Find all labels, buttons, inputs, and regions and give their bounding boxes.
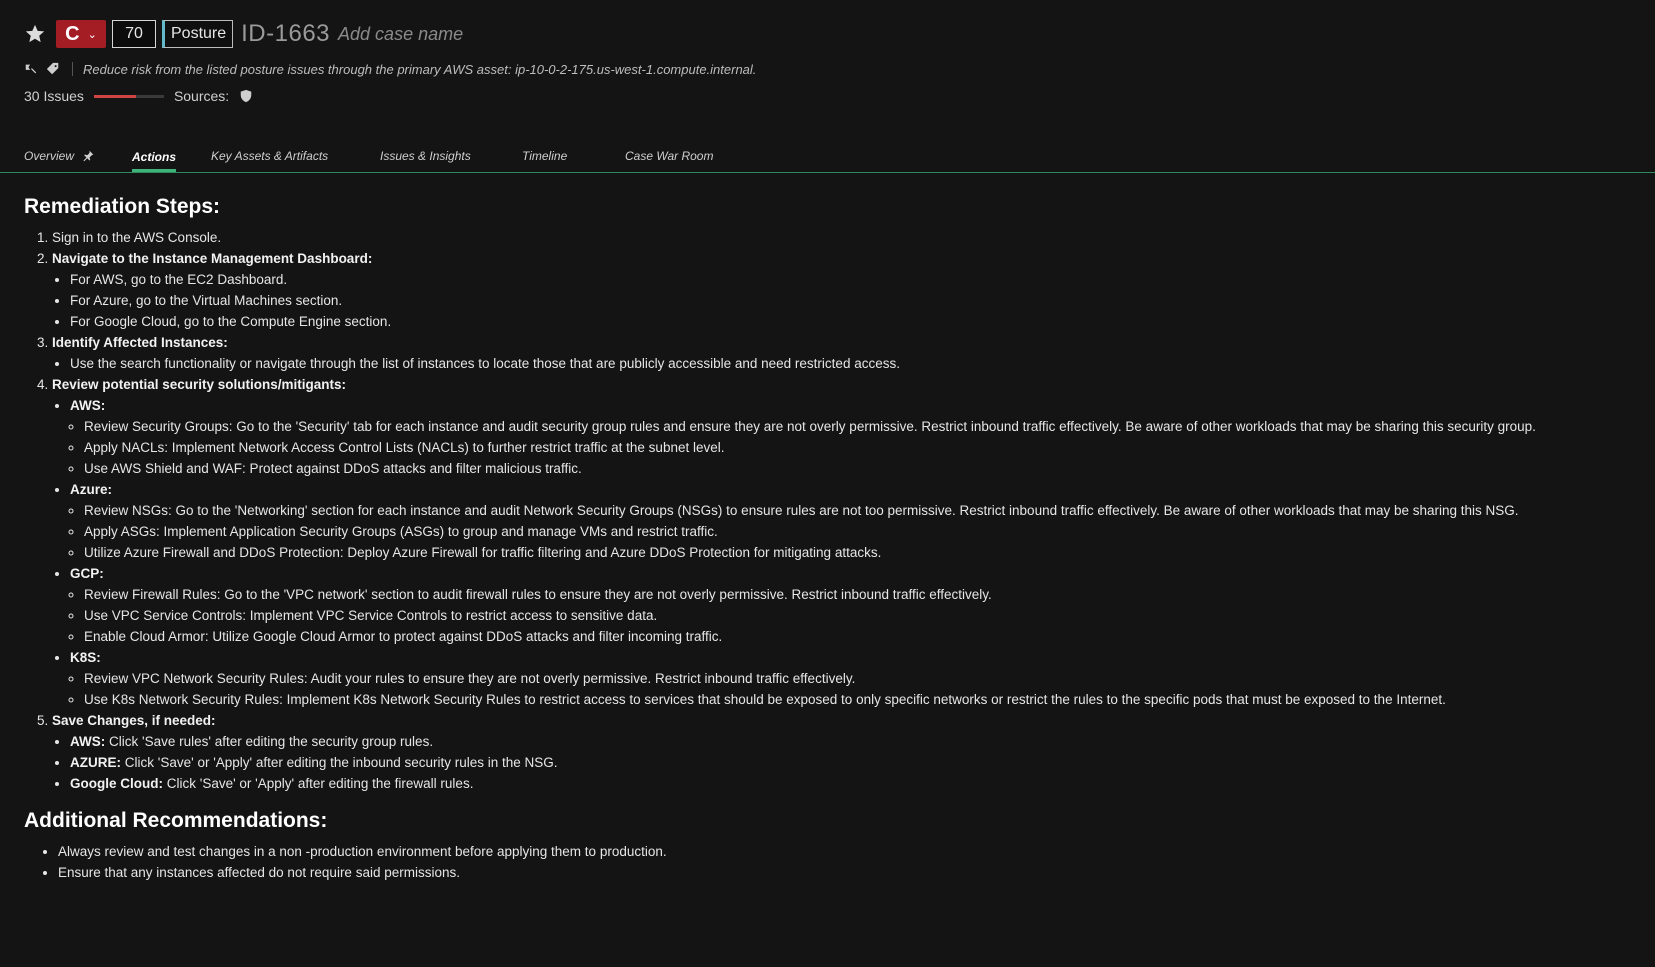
list-item	[70, 563, 1631, 647]
chevron-down-icon: ⌄	[87, 28, 97, 41]
step-title: Save Changes, if needed:	[52, 713, 216, 728]
list-item	[70, 731, 1631, 752]
list-item: ◦ Apply NACLs: Implement Network Access Control Lists (NACLs) to further restrict traffic at the subnet level.	[84, 437, 1631, 458]
step-title: Navigate to the Instance Management Dashboard:	[52, 251, 373, 266]
pin-icon[interactable]	[82, 150, 94, 162]
list-item: ◦ Review Security Groups: Go to the 'Security' tab for each instance and audit security group rules and ensure they are not overly permissive. Restrict inbound traffic effectively. Be aware of other workloads that may be sharing this security group.	[84, 416, 1631, 437]
case-name-input[interactable]: Add case name	[338, 23, 464, 44]
case-id: ID-1663	[241, 20, 331, 47]
list-item: • For Google Cloud, go to the Compute Engine section.	[70, 311, 1631, 332]
assign-icon[interactable]	[24, 62, 38, 76]
step	[52, 710, 1631, 794]
score-badge: 70	[112, 20, 156, 48]
severity-letter: C	[65, 22, 80, 45]
list-item: ◦ Use VPC Service Controls: Implement VPC Service Controls to restrict access to sensitive data.	[84, 605, 1631, 626]
step-title: Identify Affected Instances:	[52, 335, 228, 350]
tab-overview[interactable]	[24, 144, 94, 168]
list-item	[70, 752, 1631, 773]
case-header	[24, 20, 1631, 104]
list-item: ◦ Use K8s Network Security Rules: Implement K8s Network Security Rules to restrict access to services that should be exposed to only specific networks or restrict the rules to the specific pods that must be exposed to the Internet.	[84, 689, 1631, 710]
case-type-badge: Posture	[162, 20, 233, 48]
issues-severity-bar-fill	[94, 95, 136, 98]
pair-label: Google Cloud:	[70, 776, 163, 791]
list-item: • For Azure, go to the Virtual Machines section.	[70, 290, 1631, 311]
tab-case-war-room[interactable]: Case War Room	[625, 149, 714, 163]
remediation-title: Remediation Steps:	[24, 195, 221, 218]
group-title: K8S:	[70, 650, 101, 665]
step	[52, 248, 1631, 332]
additional-list	[24, 841, 1631, 883]
case-description: Reduce risk from the listed posture issues through the primary AWS asset: ip-10-0-2-175.us-west-1.compute.internal.	[83, 61, 757, 77]
step	[52, 332, 1631, 374]
source-shield-icon[interactable]	[239, 89, 253, 103]
tab-issues-insights[interactable]: Issues & Insights	[380, 149, 471, 163]
group-title: Azure:	[70, 482, 113, 497]
remediation-steps	[24, 227, 1631, 794]
tab-actions[interactable]: Actions	[132, 144, 176, 172]
tab-timeline[interactable]: Timeline	[522, 149, 568, 163]
issues-severity-bar	[94, 95, 164, 98]
list-item	[70, 395, 1631, 479]
sources-label: Sources:	[173, 88, 230, 104]
pair-text: Click 'Save rules' after editing the security group rules.	[109, 734, 434, 749]
tag-icon[interactable]	[46, 62, 60, 76]
list-item	[70, 773, 1631, 794]
group-title: GCP:	[70, 566, 104, 581]
step-title: Review potential security solutions/mitigants:	[52, 377, 347, 392]
severity-dropdown[interactable]	[56, 20, 106, 48]
step	[52, 227, 1631, 248]
list-item: ◦ Review VPC Network Security Rules: Audit your rules to ensure they are not overly permissive. Restrict inbound traffic effectively.	[84, 668, 1631, 689]
pair-label: AWS:	[70, 734, 106, 749]
step	[52, 374, 1631, 710]
list-item: ◦ Review Firewall Rules: Go to the 'VPC network' section to audit firewall rules to ensure they are not overly permissive. Restrict inbound traffic effectively.	[84, 584, 1631, 605]
list-item: ◦ Enable Cloud Armor: Utilize Google Cloud Armor to protect against DDoS attacks and filter incoming traffic.	[84, 626, 1631, 647]
list-item: ◦ Utilize Azure Firewall and DDoS Protection: Deploy Azure Firewall for traffic filtering and Azure DDoS Protection for mitigating attacks.	[84, 542, 1631, 563]
list-item	[70, 647, 1631, 710]
list-item: • Ensure that any instances affected do not require said permissions.	[58, 862, 1631, 883]
issues-count[interactable]: 30 Issues	[24, 88, 84, 104]
list-item	[70, 479, 1631, 563]
group-title: AWS:	[70, 398, 106, 413]
case-meta-row	[24, 60, 1631, 78]
case-stats-row	[24, 88, 1631, 104]
pair-label: AZURE:	[70, 755, 121, 770]
pair-text: Click 'Save' or 'Apply' after editing the firewall rules.	[166, 776, 474, 791]
divider	[72, 62, 73, 76]
step-text: Sign in to the AWS Console.	[52, 230, 222, 245]
additional-title: Additional Recommendations:	[24, 809, 328, 832]
list-item: ◦ Use AWS Shield and WAF: Protect against DDoS attacks and filter malicious traffic.	[84, 458, 1631, 479]
list-item: ◦ Review NSGs: Go to the 'Networking' section for each instance and audit Network Security Groups (NSGs) to ensure rules are not too permissive. Restrict inbound traffic effectively. Be aware of other workloads that may be sharing this NSG.	[84, 500, 1631, 521]
actions-content	[24, 196, 1631, 883]
case-title-row	[24, 20, 1631, 48]
list-item: • Use the search functionality or navigate through the list of instances to locate those that are publicly accessible and need restricted access.	[70, 353, 1631, 374]
list-item: • Always review and test changes in a non -production environment before applying them to production.	[58, 841, 1631, 862]
case-tabs	[0, 140, 1655, 173]
star-icon[interactable]	[24, 23, 46, 45]
tab-overview-label: Overview	[24, 149, 75, 163]
list-item: • For AWS, go to the EC2 Dashboard.	[70, 269, 1631, 290]
pair-text: Click 'Save' or 'Apply' after editing the inbound security rules in the NSG.	[124, 755, 558, 770]
list-item: ◦ Apply ASGs: Implement Application Security Groups (ASGs) to group and manage VMs and restrict traffic.	[84, 521, 1631, 542]
tab-key-assets[interactable]: Key Assets & Artifacts	[211, 149, 329, 163]
